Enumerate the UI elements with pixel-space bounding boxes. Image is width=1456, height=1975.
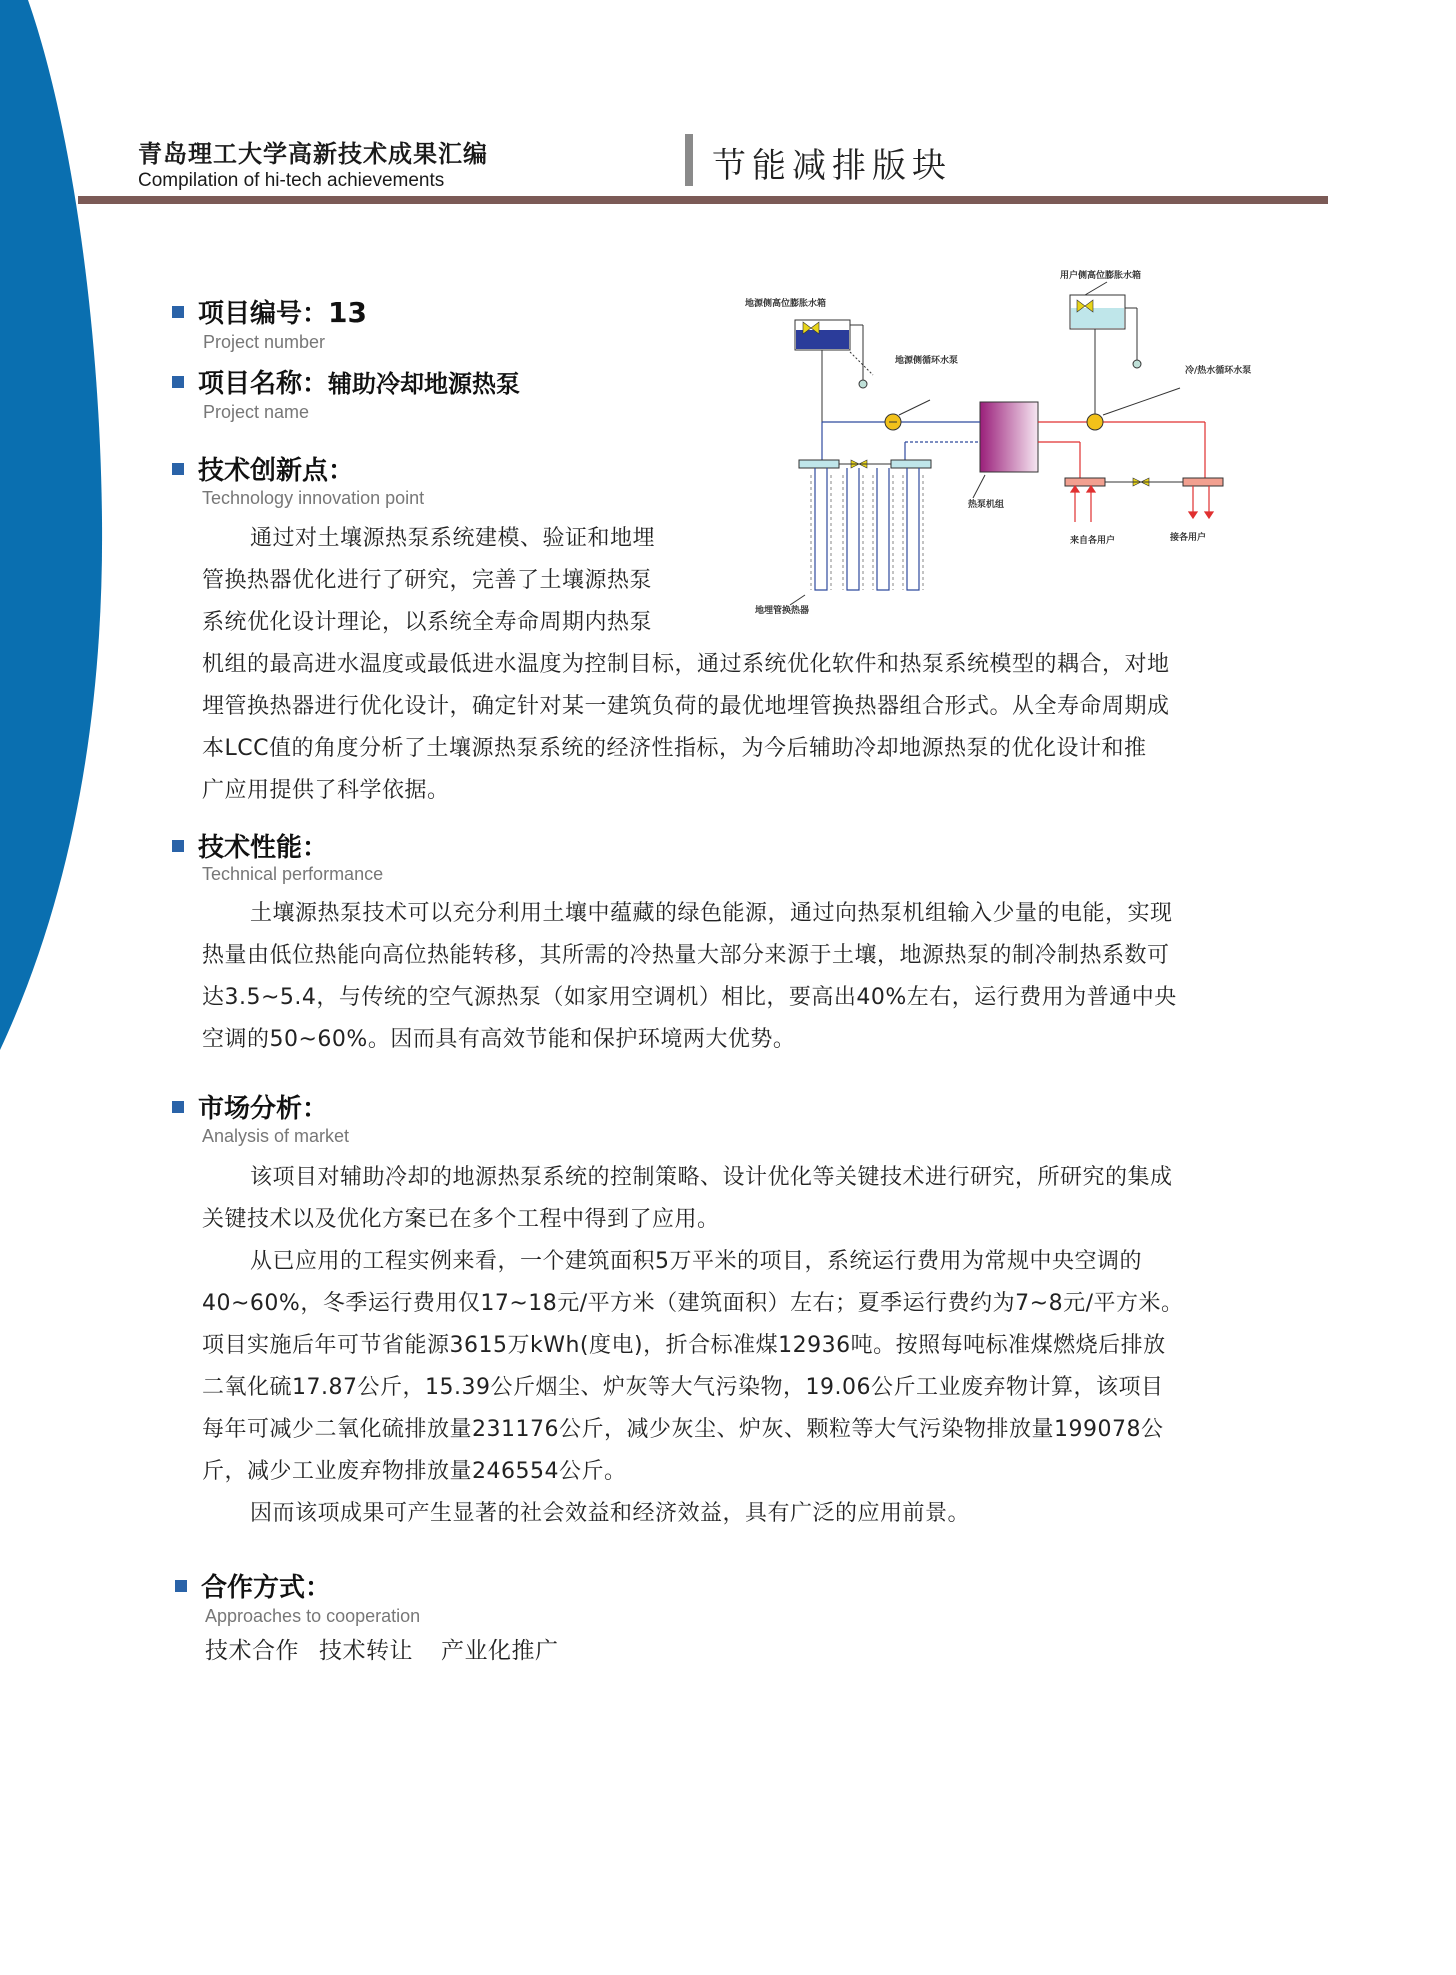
cooperation-item: 技术转让 <box>319 1638 413 1664</box>
text-line: 40~60%，冬季运行费用仅17~18元/平方米（建筑面积）左右；夏季运行费约为7~8元/平方米。 <box>202 1291 1184 1316</box>
header-bar <box>78 196 1328 204</box>
header-title-cn: 青岛理工大学高新技术成果汇编 <box>138 140 488 168</box>
bullet-icon <box>172 840 184 852</box>
bullet-icon <box>172 306 184 318</box>
project-number-value: 13 <box>328 296 367 329</box>
label-ground-tank: 地源侧高位膨胀水箱 <box>745 299 827 309</box>
decorative-blue-arc <box>0 0 110 1060</box>
bullet-icon <box>172 463 184 475</box>
user-pump-icon <box>1087 414 1103 430</box>
text-line: 管换热器优化进行了研究，完善了土壤源热泵 <box>202 568 653 593</box>
project-number-heading <box>172 293 367 330</box>
cooperation-item: 技术合作 <box>205 1638 299 1664</box>
heat-pump-unit <box>980 402 1038 472</box>
project-number-label: 项目编号： <box>198 299 329 329</box>
performance-title: 技术性能： <box>198 833 329 863</box>
gauge-icon <box>859 380 867 388</box>
market-en: Analysis of market <box>202 1126 350 1146</box>
label-ground-exchanger: 地埋管换热器 <box>755 606 810 616</box>
market-heading <box>172 1088 328 1125</box>
bullet-icon <box>175 1580 187 1592</box>
manifold <box>891 460 931 468</box>
text-line: 斤，减少工业废弃物排放量246554公斤。 <box>202 1459 627 1484</box>
text-line: 土壤源热泵技术可以充分利用土壤中蕴藏的绿色能源，通过向热泵机组输入少量的电能，实现 <box>250 901 1173 926</box>
label-to-users: 接各用户 <box>1170 533 1207 543</box>
label-ground-pump: 地源侧循环水泵 <box>895 356 959 366</box>
performance-heading <box>172 827 328 864</box>
header-section-title: 节能减排版块 <box>712 146 952 186</box>
project-name-value: 辅助冷却地源热泵 <box>328 370 521 398</box>
cooperation-title: 合作方式： <box>201 1573 332 1603</box>
text-line: 项目实施后年可节省能源3615万kWh(度电)，折合标准煤12936吨。按照每吨标准煤燃烧后排放 <box>202 1333 1166 1358</box>
cooperation-heading <box>175 1567 331 1604</box>
borehole-group <box>815 468 919 590</box>
text-line: 埋管换热器进行优化设计，确定针对某一建筑负荷的最优地埋管换热器组合形式。从全寿命周期成 <box>202 694 1170 719</box>
project-name-en: Project name <box>203 402 310 422</box>
label-from-users: 来自各用户 <box>1070 536 1116 546</box>
project-name-heading <box>172 363 520 400</box>
borehole-hatching <box>811 475 923 590</box>
manifold <box>799 460 839 468</box>
gauge-icon <box>1133 360 1141 368</box>
text-line: 因而该项成果可产生显著的社会效益和经济效益，具有广泛的应用前景。 <box>250 1501 971 1526</box>
manifold <box>1183 478 1223 486</box>
performance-paragraph <box>202 893 1177 1061</box>
label-user-pump: 冷/热水循环水泵 <box>1185 366 1252 376</box>
innovation-en: Technology innovation point <box>202 488 425 508</box>
text-line: 空调的50~60%。因而具有高效节能和保护环境两大优势。 <box>202 1027 796 1052</box>
cooperation-en: Approaches to cooperation <box>205 1606 421 1626</box>
text-line: 广应用提供了科学依据。 <box>202 778 450 803</box>
innovation-heading <box>172 450 354 487</box>
text-line: 热量由低位热能向高位热能转移，其所需的冷热量大部分来源于土壤，地源热泵的制冷制热系数可 <box>202 943 1170 968</box>
text-line: 关键技术以及优化方案已在多个工程中得到了应用。 <box>202 1207 720 1232</box>
market-title: 市场分析： <box>198 1094 329 1124</box>
header-title-en: Compilation of hi-tech achievements <box>138 170 445 191</box>
performance-en: Technical performance <box>202 864 384 884</box>
text-line: 机组的最高进水温度或最低进水温度为控制目标，通过系统优化软件和热泵系统模型的耦合，对地 <box>202 652 1170 677</box>
manifold <box>1065 478 1105 486</box>
bullet-icon <box>172 376 184 388</box>
market-paragraph <box>202 1157 1184 1535</box>
project-number-en: Project number <box>203 332 326 352</box>
innovation-title: 技术创新点： <box>198 456 355 486</box>
to-users-arrows <box>1189 486 1213 518</box>
cooperation-items <box>205 1630 559 1672</box>
project-name-label: 项目名称： <box>198 369 329 399</box>
text-line: 每年可减少二氧化硫排放量231176公斤，减少灰尘、炉灰、颗粒等大气污染物排放量199078公 <box>202 1417 1164 1442</box>
cooperation-item: 产业化推广 <box>441 1638 559 1664</box>
text-line: 本LCC值的角度分析了土壤源热泵系统的经济性指标，为今后辅助冷却地源热泵的优化设计和推 <box>202 736 1147 761</box>
bullet-icon <box>172 1101 184 1113</box>
user-tank-water <box>1071 308 1124 328</box>
label-user-tank: 用户侧高位膨胀水箱 <box>1060 271 1142 281</box>
text-line: 该项目对辅助冷却的地源热泵系统的控制策略、设计优化等关键技术进行研究，所研究的集成 <box>250 1165 1173 1190</box>
heat-pump-system-diagram <box>735 260 1275 620</box>
label-heat-pump: 热泵机组 <box>968 500 1005 510</box>
text-line: 通过对土壤源热泵系统建模、验证和地埋 <box>250 526 656 551</box>
header-divider <box>685 134 693 186</box>
text-line: 二氧化硫17.87公斤，15.39公斤烟尘、炉灰等大气污染物，19.06公斤工业废弃物计算，该项目 <box>202 1375 1164 1400</box>
text-line: 系统优化设计理论，以系统全寿命周期内热泵 <box>202 610 653 635</box>
from-users-arrows <box>1071 486 1095 522</box>
text-line: 从已应用的工程实例来看，一个建筑面积5万平米的项目，系统运行费用为常规中央空调的 <box>250 1249 1142 1274</box>
text-line: 达3.5~5.4，与传统的空气源热泵（如家用空调机）相比，要高出40%左右，运行费用为普通中央 <box>202 985 1177 1010</box>
